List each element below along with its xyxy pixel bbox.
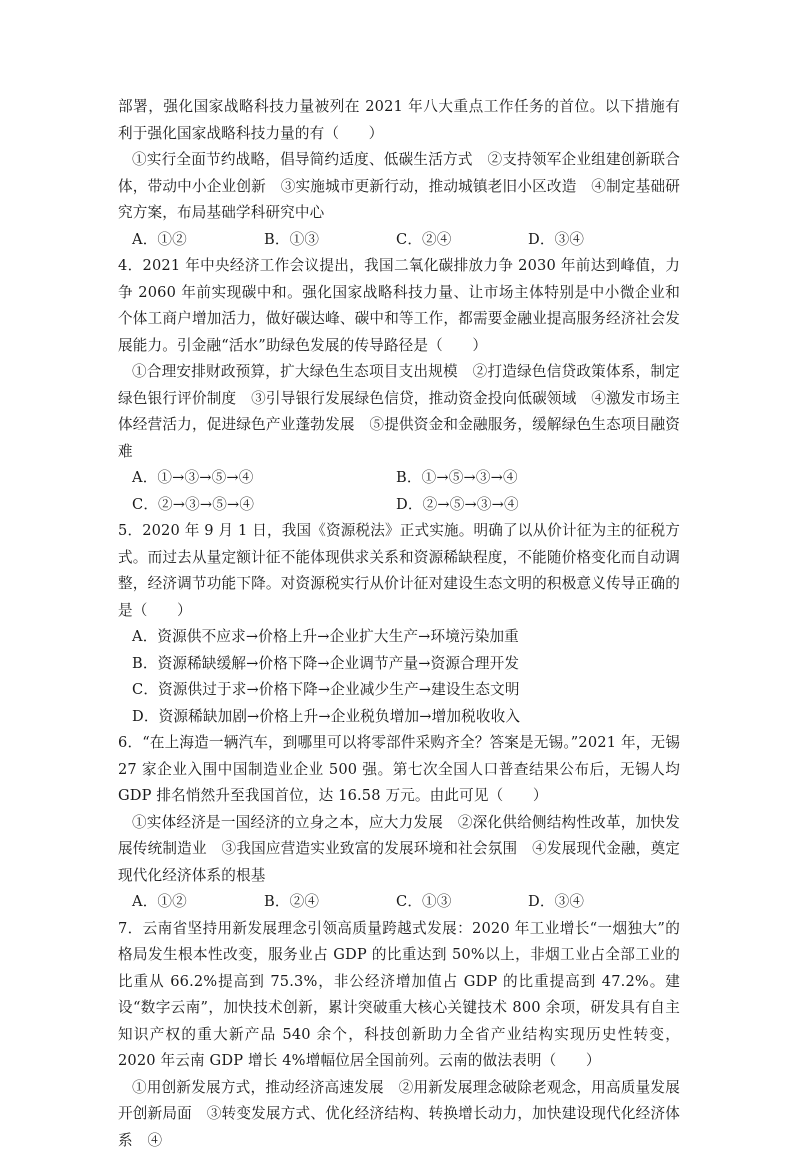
q6-option-a[interactable]: A．①② <box>132 889 264 916</box>
exam-page <box>118 94 680 1154</box>
q3-option-b[interactable]: B．①③ <box>264 227 396 254</box>
q3-option-d[interactable]: D．③④ <box>528 227 660 254</box>
q6-stem: 6．“在上海造一辆汽车，到哪里可以将零部件采购齐全？答案是无锡。”2021 年，无锡 27 家企业入围中国制造业企业 500 强。第七次全国人口普查结果公布后，无锡人均GDP 排名悄然升至我国首位，达 16.58 万元。由此可见（ ） <box>118 730 680 810</box>
q4-option-d[interactable]: D．②→⑤→③→④ <box>396 492 660 519</box>
q4-items: ①合理安排财政预算，扩大绿色生态项目支出规模 ②打造绿色信贷政策体系，制定绿色银行评价制度 ③引导银行发展绿色信贷，推动资金投向低碳领域 ④激发市场主体经营活力，促进绿色产业蓬勃发展 ⑤提供资金和金融服务，缓解绿色生态项目融资难 <box>118 359 680 465</box>
q3-options <box>118 227 680 254</box>
q5-option-a[interactable]: A．资源供不应求→价格上升→企业扩大生产→环境污染加重 <box>118 624 680 651</box>
q4-options-row-2 <box>118 492 680 519</box>
q4-option-c[interactable]: C．②→③→⑤→④ <box>132 492 396 519</box>
q3-stem: 部署，强化国家战略科技力量被列在 2021 年八大重点工作任务的首位。以下措施有利于强化国家战略科技力量的有（ ） <box>118 94 680 147</box>
q6-option-b[interactable]: B．②④ <box>264 889 396 916</box>
q3-items: ①实行全面节约战略，倡导简约适度、低碳生活方式 ②支持领军企业组建创新联合体，带动中小企业创新 ③实施城市更新行动，推动城镇老旧小区改造 ④制定基础研究方案，布局基础学科研究中心 <box>118 147 680 227</box>
q4-options-row-1 <box>118 465 680 492</box>
q3-option-a[interactable]: A．①② <box>132 227 264 254</box>
q5-option-d[interactable]: D．资源稀缺加剧→价格上升→企业税负增加→增加税收收入 <box>118 704 680 731</box>
q6-option-d[interactable]: D．③④ <box>528 889 660 916</box>
q7-items: ①用创新发展方式，推动经济高速发展 ②用新发展理念破除老观念，用高质量发展开创新局面 ③转变发展方式、优化经济结构、转换增长动力，加快建设现代化经济体系 ④ <box>118 1075 680 1154</box>
q4-option-a[interactable]: A．①→③→⑤→④ <box>132 465 396 492</box>
q5-option-c[interactable]: C．资源供过于求→价格下降→企业减少生产→建设生态文明 <box>118 677 680 704</box>
q4-option-b[interactable]: B．①→⑤→③→④ <box>396 465 660 492</box>
q7-stem: 7．云南省坚持用新发展理念引领高质量跨越式发展：2020 年工业增长“一烟独大”的格局发生根本性改变，服务业占 GDP 的比重达到 50%以上，非烟工业占全部工业的比重从 66.2%提高到 75.3%，非公经济增加值占 GDP 的比重提高到 47.2%。建设“数字云南”，加快技术创新，累计突破重大核心关键技术 800 余项，研发具有自主知识产权的重大新产品 540 余个，科技创新助力全省产业结构实现历史性转变，2020 年云南 GDP 增长 4%增幅位居全国前列。云南的做法表明（ ） <box>118 916 680 1075</box>
q5-stem: 5．2020 年 9 月 1 日，我国《资源税法》正式实施。明确了以从价计征为主的征税方式。而过去从量定额计征不能体现供求关系和资源稀缺程度，不能随价格变化而自动调整，经济调节功能下降。对资源税实行从价计征对建设生态文明的积极意义传导正确的是（ ） <box>118 518 680 624</box>
q6-options <box>118 889 680 916</box>
q6-option-c[interactable]: C．①③ <box>396 889 528 916</box>
q4-stem: 4．2021 年中央经济工作会议提出，我国二氧化碳排放力争 2030 年前达到峰值，力争 2060 年前实现碳中和。强化国家战略科技力量、让市场主体特别是中小微企业和个体工商户增加活力，做好碳达峰、碳中和等工作，都需要金融业提高服务经济社会发展能力。引金融“活水”助绿色发展的传导路径是（ ） <box>118 253 680 359</box>
q5-option-b[interactable]: B．资源稀缺缓解→价格下降→企业调节产量→资源合理开发 <box>118 651 680 678</box>
q3-option-c[interactable]: C．②④ <box>396 227 528 254</box>
q6-items: ①实体经济是一国经济的立身之本，应大力发展 ②深化供给侧结构性改革，加快发展传统制造业 ③我国应营造实业致富的发展环境和社会氛围 ④发展现代金融，奠定现代化经济体系的根基 <box>118 810 680 890</box>
